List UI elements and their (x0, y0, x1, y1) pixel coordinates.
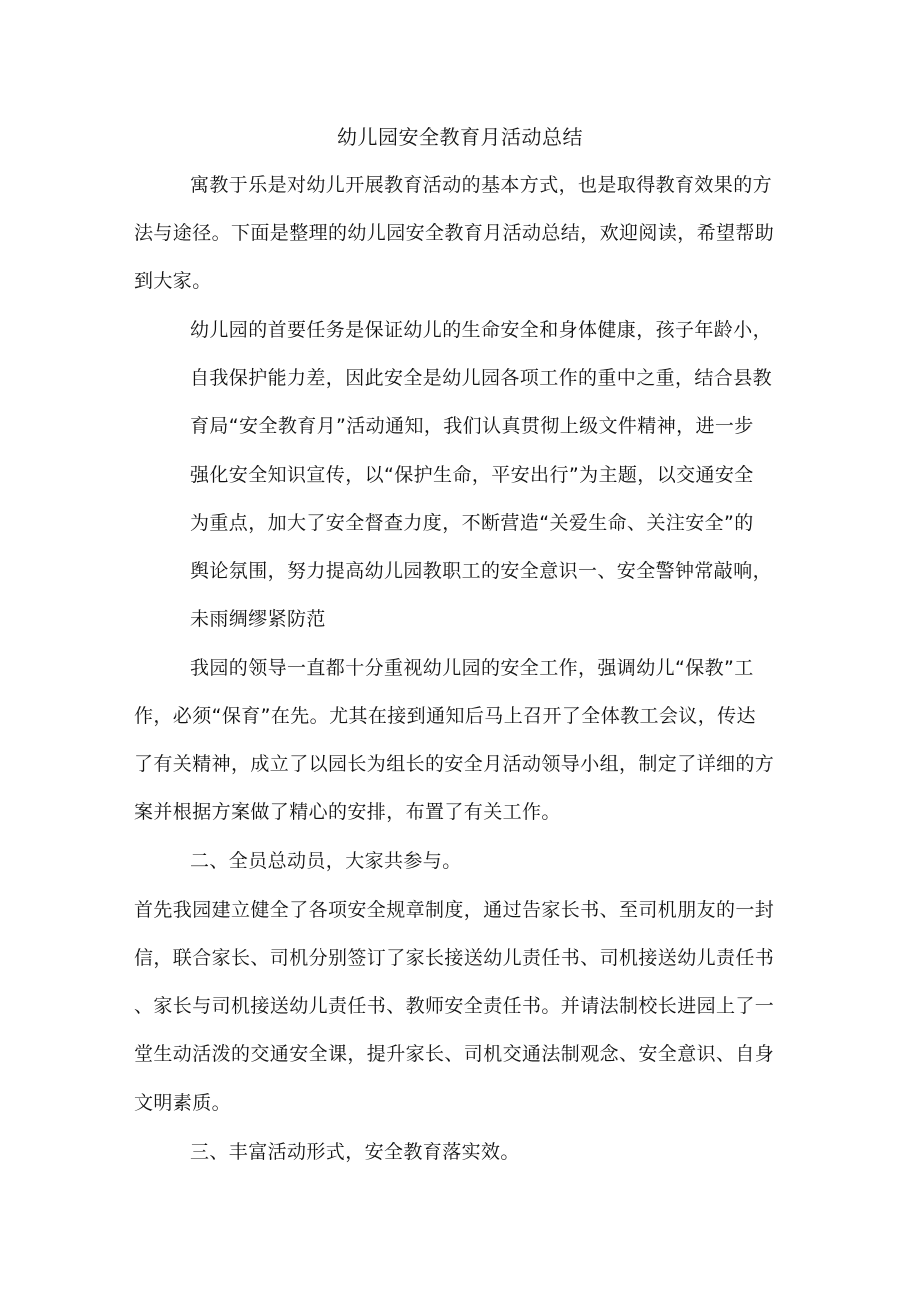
section1-line-3: 育局“安全教育月”活动通知，我们认真贯彻上级文件精神，进一步 (190, 415, 754, 437)
section2-line-1: 首先我园建立健全了各项安全规章制度，通过告家长书、至司机朋友的一封 (134, 899, 775, 921)
section1-body-line-3: 了有关精神，成立了以园长为组长的安全月活动领导小组，制定了详细的方 (134, 753, 775, 775)
section2-line-2: 信，联合家长、司机分别签订了家长接送幼儿责任书、司机接送幼儿责任书 (134, 947, 775, 969)
heading-3: 三、丰富活动形式，安全教育落实效。 (190, 1141, 520, 1163)
section1-body-line-1: 我园的领导一直都十分重视幼儿园的安全工作，强调幼儿“保教”工 (190, 657, 754, 679)
section1-line-7: 未雨绸缪紧防范 (190, 608, 326, 630)
intro-line-1: 寓教于乐是对幼儿开展教育活动的基本方式，也是取得教育效果的方 (190, 174, 773, 196)
section1-line-6: 舆论氛围，努力提高幼儿园教职工的安全意识一、安全警钟常敲响， (190, 560, 773, 582)
section2-line-5: 文明素质。 (134, 1092, 232, 1114)
section1-line-5: 为重点，加大了安全督查力度，不断营造“关爱生命、关注安全”的 (190, 512, 754, 534)
intro-line-2: 法与途径。下面是整理的幼儿园安全教育月活动总结，欢迎阅读，希望帮助 (134, 222, 775, 244)
intro-line-3: 到大家。 (134, 270, 212, 292)
section2-line-3: 、家长与司机接送幼儿责任书、教师安全责任书。并请法制校长进园上了一 (134, 995, 775, 1017)
document-title: 幼儿园安全教育月活动总结 (337, 125, 583, 149)
section1-line-2: 自我保护能力差，因此安全是幼儿园各项工作的重中之重，结合县教 (190, 367, 773, 389)
section2-line-4: 堂生动活泼的交通安全课，提升家长、司机交通法制观念、安全意识、自身 (134, 1043, 775, 1065)
section1-body-line-2: 作，必须“保育”在先。尤其在接到通知后马上召开了全体教工会议，传达 (134, 705, 756, 727)
section1-line-1: 幼儿园的首要任务是保证幼儿的生命安全和身体健康，孩子年龄小， (190, 319, 773, 341)
section1-line-4: 强化安全知识宣传，以“保护生命，平安出行”为主题，以交通安全 (190, 464, 754, 486)
section1-body-line-4: 案并根据方案做了精心的安排，布置了有关工作。 (134, 801, 561, 823)
heading-2: 二、全员总动员，大家共参与。 (190, 850, 462, 872)
